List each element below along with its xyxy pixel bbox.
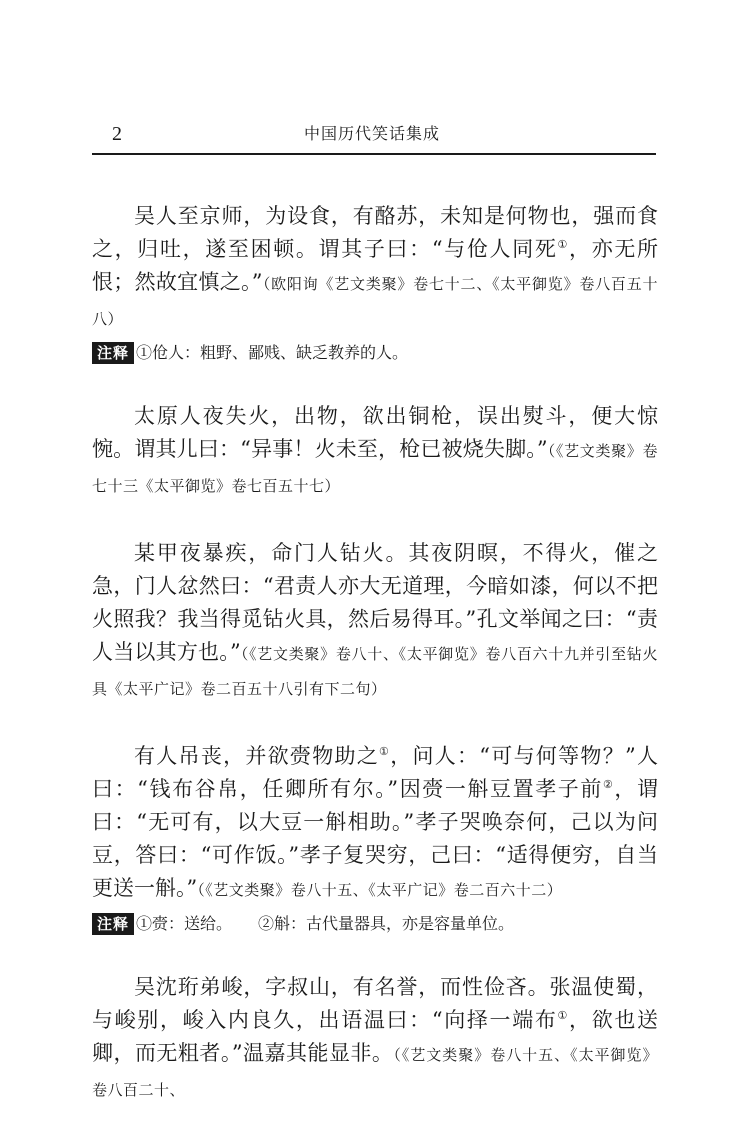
anecdote-text: 某甲夜暴疾，命门人钻火。其夜阴暝，不得火，催之急，门人忿然曰：“君责人亦大无道理，今暗如漆，何以不把火照我？我当得觅钻火具，然后易得耳。”孔文举闻之曰：“责人当以其方也。” [92, 541, 658, 664]
anecdote-text: 太原人夜失火，出物，欲出铜枪，误出熨斗，便大惊惋。谓其儿曰：“异事！火未至，枪已被烧失脚。” [92, 404, 658, 461]
footnote-ref: ② [602, 778, 615, 791]
anecdote-text: ，欲也送卿，而无粗者。”温嘉其能显非。 [92, 1008, 659, 1065]
anecdote-text: 吴沈珩弟峻，字叔山，有名誉，而性俭吝。张温使蜀，与峻别，峻入内良久，出语温曰：“向择一端布 [92, 975, 658, 1032]
source-citation: （《艺文类聚》卷七十三《太平御览》卷七百五十七） [92, 442, 658, 495]
anecdote-text: ，亦无所恨；然故宜慎之。” [92, 237, 659, 294]
body-text [92, 200, 658, 1141]
anecdote-paragraph [92, 971, 658, 1107]
anecdote-entry [92, 971, 658, 1107]
annotation [92, 340, 658, 366]
anecdote-text: 吴人至京师，为设食，有酪苏，未知是何物也，强而食之，归吐，遂至困顿。谓其子曰：“与伧人同死 [92, 204, 658, 261]
anecdote-entry [92, 537, 658, 706]
page-number: 2 [112, 123, 122, 145]
header-rule [92, 153, 656, 155]
annotation [92, 911, 658, 937]
anecdote-text: 有人吊丧，并欲赍物助之 [134, 744, 380, 768]
anecdote-entry [92, 400, 658, 503]
annotation-item: ①伧人：粗野、鄙贱、缺乏教养的人。 [136, 343, 409, 362]
book-title: 中国历代笑话集成 [303, 124, 440, 143]
anecdote-paragraph [92, 537, 658, 706]
anecdote-text: ，问人：“可与何等物？”人曰：“钱布谷帛，任卿所有尔。”因赍一斛豆置孝子前 [92, 744, 658, 801]
annotation-item: ①赍：送给。 [136, 914, 233, 933]
source-citation: （《艺文类聚》卷八十五、《太平御览》卷八百二十、 [92, 1046, 658, 1099]
annotation-label: 注释 [92, 342, 134, 364]
anecdote-entry [92, 740, 658, 937]
source-citation: （《艺文类聚》卷八十、《太平御览》卷八百六十九并引至钻火具《太平广记》卷二百五十八引有下二句） [92, 645, 658, 698]
anecdote-paragraph [92, 200, 658, 336]
annotation-label: 注释 [92, 913, 134, 935]
source-citation: （欧阳询《艺文类聚》卷七十二、《太平御览》卷八百五十八） [92, 275, 658, 328]
footnote-ref: ① [557, 238, 570, 251]
footnote-ref: ① [557, 1009, 570, 1022]
annotation-item: ②斛：古代量器具，亦是容量单位。 [258, 914, 515, 933]
running-header [92, 122, 652, 152]
anecdote-text: ，谓曰：“无可有，以大豆一斛相助。”孝子哭唤奈何，己以为问豆，答曰：“可作饭。”孝子复哭穷，己曰：“适得便穷，自当更送一斛。” [92, 777, 658, 900]
source-citation: （《艺文类聚》卷八十五、《太平广记》卷二百六十二） [197, 881, 563, 899]
anecdote-entry [92, 200, 658, 366]
footnote-ref: ① [379, 745, 391, 758]
anecdote-paragraph [92, 740, 658, 907]
anecdote-paragraph [92, 400, 658, 503]
